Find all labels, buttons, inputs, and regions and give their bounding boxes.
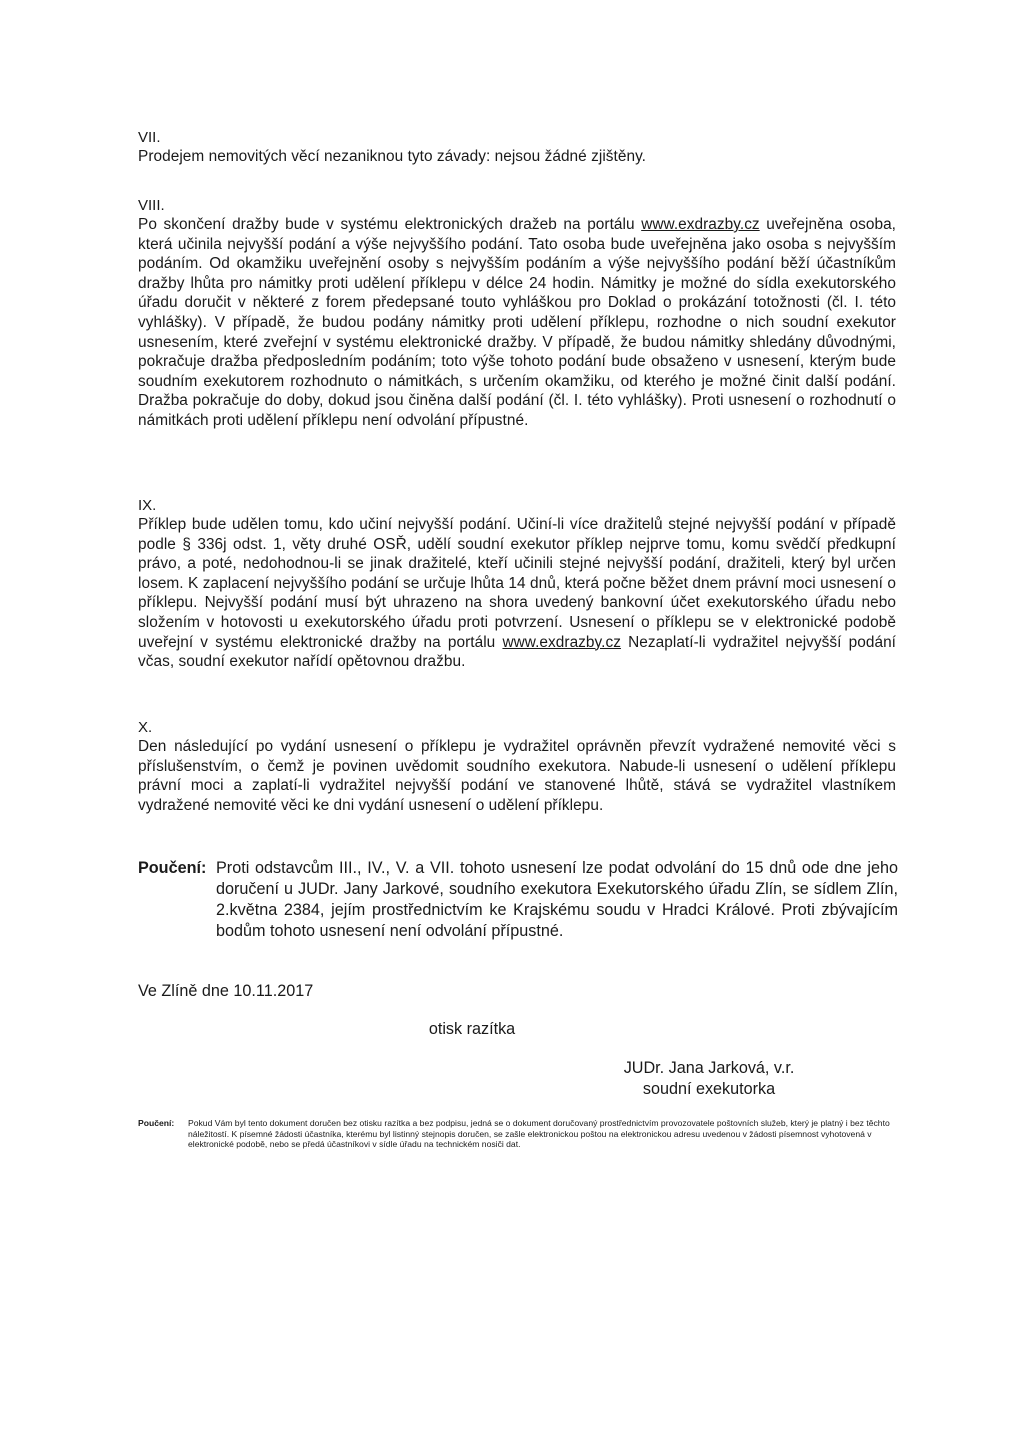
stamp-placeholder: otisk razítka xyxy=(428,1020,516,1038)
signature-role: soudní exekutorka xyxy=(642,1080,776,1098)
section-text: Den následující po vydání usnesení o příklepu je vydražitel oprávněn převzít vydražené nemovité věci s příslušenstvím, o čemž je povinen uvědomit soudního exekutora. Nabude-li usnesení o udělení příklepu právní moci a zaplatí-li vydražitel nejvyšší podání ve stanovené lhůtě, stává se vydražitel vlastníkem vydražené nemovité věci ke dni vydání usnesení o udělení příklepu. xyxy=(138,738,896,814)
section-text-part: uveřejněna osoba, která učinila nejvyšší podání a výše nejvyššího podání. Tato osoba bude uveřejněna jako osoba s nejvyšším podáním. Od okamžiku uveřejnění osoby s nejvyšším podáním a výše nejvyššího podání běží účastníkům dražby lhůta pro námitky proti udělení příklepu v délce 24 hodin. Námitky je možné do sídla exekutorského úřadu doručit v některé z forem předepsané touto vyhláškou pro Doklad o prokázání totožnosti (čl. I. této vyhlášky). V případě, že budou podány námitky proti udělení příklepu, rozhodne o nich soudní exekutor usnesením, které zveřejní v systému elektronické dražby. V případě, že budou námitky shledány důvodnými, pokračuje dražba předposledním podáním; toto výše tohoto podání bude obsaženo v usnesení, kterým bude soudním exekutorem rozhodnuto o námitkách, s určením okamžiku, od kterého je možné činit další podání. Dražba pokračuje do doby, dokud jsou činěna další podání (čl. I. této vyhlášky). Proti usnesení o rozhodnutí o námitkách proti udělení příklepu není odvolání přípustné. xyxy=(138,216,897,429)
section-ix xyxy=(138,496,896,672)
appeal-instruction xyxy=(138,858,898,942)
footnote xyxy=(138,1118,898,1150)
section-number: VIII. xyxy=(138,197,165,214)
section-text xyxy=(138,515,896,672)
signature-name: JUDr. Jana Jarková, v.r. xyxy=(623,1059,795,1077)
section-text: Prodejem nemovitých věcí nezaniknou tyto závady: nejsou žádné zjištěny. xyxy=(138,148,647,165)
section-text-part: Po skončení dražby bude v systému elektronických dražeb na portálu xyxy=(138,216,635,233)
section-text xyxy=(138,215,896,431)
section-text-part: Příklep bude udělen tomu, kdo učiní nejvyšší podání. Učiní-li více dražitelů stejné nejvyšší podání v případě podle § 336j odst. 1, věty druhé OSŘ, udělí soudní exekutor příklep nejprve tomu, komu svědčí předkupní právo, a poté, nedohodnou-li se jinak dražitelé, kteří učinili stejné nejvyšší podání, dražiteli, který byl určen losem. K zaplacení nejvyššího podání se určuje lhůta 14 dnů, která počne běžet dnem právní moci usnesení o příklepu. Nejvyšší podání musí být uhrazeno na shora uvedený bankovní účet exekutorského úřadu nebo složením v hotovosti u exekutorského úřadu proti potvrzení. Usnesení o příklepu se v elektronické podobě uveřejní v systému elektronické dražby na portálu xyxy=(138,516,896,651)
appeal-instruction-text: Proti odstavcům III., IV., V. a VII. tohoto usnesení lze podat odvolání do 15 dnů ode dne jeho doručení u JUDr. Jany Jarkové, soudního exekutora Exekutorského úřadu Zlín, se sídlem Zlín, 2.května 2384, jejím prostřednictvím ke Krajskému soudu v Hradci Králové. Proti zbývajícím bodům tohoto usnesení není odvolání přípustné. xyxy=(216,859,898,940)
section-number: X. xyxy=(138,719,153,736)
section-number: IX. xyxy=(138,497,157,514)
section-number: VII. xyxy=(138,129,161,146)
section-text-part: Nezaplatí-li vydražitel nejvyšší podání včas, soudní exekutor nařídí opětovnou dražbu. xyxy=(138,633,897,671)
date-line: Ve Zlíně dne 10.11.2017 xyxy=(138,982,314,1000)
appeal-instruction-label: Poučení: xyxy=(138,859,207,877)
footnote-label: Poučení: xyxy=(138,1118,175,1128)
section-x xyxy=(138,718,896,815)
section-viii xyxy=(138,196,896,431)
exdrazby-link[interactable]: www.exdrazby.cz xyxy=(641,216,760,233)
footnote-text: Pokud Vám byl tento dokument doručen bez otisku razítka a bez podpisu, jedná se o dokument doručovaný prostřednictvím provozovatele poštovních služeb, který je platný i bez těchto náležitostí. K písemné žádosti účastníka, kterému byl listinný stejnopis doručen, se zašle elektronickou poštou na elektronickou adresu uvedenou v žádosti písemnost vyhotovená v elektronické podobě, nebo se předá účastníkovi v sídle úřadu na technickém nosiči dat. xyxy=(188,1118,890,1150)
exdrazby-link[interactable]: www.exdrazby.cz xyxy=(502,633,621,651)
signature-block xyxy=(614,1058,804,1100)
section-vii xyxy=(138,128,896,167)
